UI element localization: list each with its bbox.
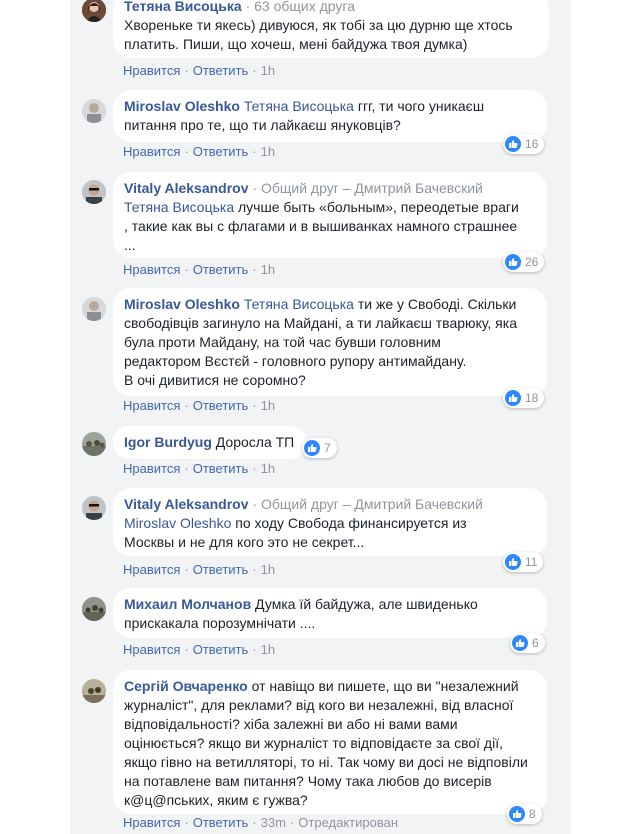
thumbs-up-icon xyxy=(512,635,528,651)
comment-actions xyxy=(123,562,275,578)
like-link[interactable]: Нравится xyxy=(123,562,181,577)
reply-link[interactable]: Ответить xyxy=(192,815,249,830)
timestamp[interactable]: 1h xyxy=(260,642,276,657)
comment-text-line: відповідальності? хіба залежні ви або ні вами вами xyxy=(124,716,458,732)
comment-text-line: питання про те, що ти лайкаєш януковців? xyxy=(124,117,401,133)
comment-bubble xyxy=(113,488,547,556)
comment-author[interactable]: Михаил Молчанов xyxy=(124,596,252,612)
like-count-badge[interactable] xyxy=(503,134,544,154)
like-link[interactable]: Нравится xyxy=(123,398,181,413)
dot: · xyxy=(252,562,257,577)
comment-bubble xyxy=(113,426,307,459)
reply-link[interactable]: Ответить xyxy=(192,63,249,78)
like-count: 8 xyxy=(529,807,536,821)
comment-bubble xyxy=(113,0,549,58)
comment-actions xyxy=(123,642,275,658)
comment-author[interactable]: Miroslav Oleshko xyxy=(124,296,240,312)
edited-label[interactable]: Отредактирован xyxy=(298,815,399,830)
comment-actions xyxy=(123,815,398,831)
thumbs-up-icon xyxy=(505,254,521,270)
timestamp[interactable]: 33m xyxy=(260,815,286,830)
reply-link[interactable]: Ответить xyxy=(192,262,249,277)
comment-bubble xyxy=(113,288,547,396)
thumbs-up-icon xyxy=(505,390,521,406)
dot: · xyxy=(184,461,189,476)
dot: · xyxy=(252,815,257,830)
comment-text: Доросла ТП xyxy=(215,434,295,450)
dot: · xyxy=(252,262,257,277)
dot: · xyxy=(252,398,257,413)
like-link[interactable]: Нравится xyxy=(123,642,181,657)
dot: · xyxy=(289,815,295,830)
comment-author[interactable]: Miroslav Oleshko xyxy=(124,98,240,114)
avatar[interactable] xyxy=(82,99,106,123)
dot: · xyxy=(252,144,257,159)
comment-text-line: свободівців загинуло на Майдані, а ти лайкаєш тварюку, яка xyxy=(124,315,517,331)
mutual-friend-info[interactable]: Общий друг – Дмитрий Бачевский xyxy=(260,180,483,196)
avatar[interactable] xyxy=(82,496,106,520)
like-count-badge[interactable] xyxy=(507,804,542,824)
comment-text-line: на потавлене вам питання? Чому така любов до висерів xyxy=(124,773,492,789)
reply-link[interactable]: Ответить xyxy=(192,461,249,476)
comment-text-line: була проти Майдану, на той час бувши головним xyxy=(124,334,441,350)
dot: · xyxy=(184,398,189,413)
like-count: 7 xyxy=(324,441,331,455)
comment-text-line: Думка їй байдужа, але швиденько xyxy=(251,596,478,612)
meta-separator: · xyxy=(245,0,251,14)
timestamp[interactable]: 1h xyxy=(260,398,276,413)
mention[interactable]: Тетяна Висоцька xyxy=(243,296,354,312)
dot: · xyxy=(252,461,257,476)
timestamp[interactable]: 1h xyxy=(260,562,276,577)
avatar[interactable] xyxy=(82,679,106,703)
like-count: 11 xyxy=(525,555,538,569)
comment-text-line: по ходу Свобода финансируется из xyxy=(231,515,467,531)
comment-author[interactable]: Сергій Овчаренко xyxy=(124,678,248,694)
comment-text-line: ти же у Свободі. Скільки xyxy=(353,296,517,312)
mutual-friends[interactable]: 63 общих друга xyxy=(254,0,356,14)
thumbs-up-icon xyxy=(505,136,521,152)
dot: · xyxy=(184,562,189,577)
thumbs-up-icon xyxy=(304,440,320,456)
reply-link[interactable]: Ответить xyxy=(192,144,249,159)
comment-text-line: оцінюється? якщо ви журналіст то відповідаєте за свої дії, xyxy=(124,735,503,751)
timestamp[interactable]: 1h xyxy=(260,262,276,277)
comment-text-line: от навіщо ви пишете, що ви "незалежний xyxy=(247,678,519,694)
comment-text-line: Хворенькe ти якесь) дивуюся, як тобі за цю дурню ще хтось xyxy=(124,17,513,33)
dot: · xyxy=(252,63,257,78)
comment-bubble xyxy=(113,90,547,142)
comment-author[interactable]: Тетяна Висоцька xyxy=(124,0,242,14)
avatar[interactable] xyxy=(82,432,106,456)
comments-panel xyxy=(70,0,571,834)
dot: · xyxy=(184,262,189,277)
like-link[interactable]: Нравится xyxy=(123,144,181,159)
timestamp[interactable]: 1h xyxy=(260,461,276,476)
avatar[interactable] xyxy=(82,597,106,621)
comment-text-line: ггг, ти чого уникаєш xyxy=(353,98,485,114)
thumbs-up-icon xyxy=(505,554,521,570)
reply-link[interactable]: Ответить xyxy=(192,562,249,577)
reply-link[interactable]: Ответить xyxy=(192,642,249,657)
reply-link[interactable]: Ответить xyxy=(192,398,249,413)
comment-text-line: , такие как вы с флагами и в вышиванках намного страшнее xyxy=(124,218,518,234)
mutual-friend-info[interactable]: Общий друг – Дмитрий Бачевский xyxy=(260,496,483,512)
like-count-badge[interactable] xyxy=(503,252,544,272)
timestamp[interactable]: 1h xyxy=(260,144,276,159)
comment-author[interactable]: Vitaly Aleksandrov xyxy=(124,496,249,512)
like-link[interactable]: Нравится xyxy=(123,461,181,476)
like-count-badge[interactable] xyxy=(503,552,543,572)
comment-actions xyxy=(123,398,275,414)
comment-author[interactable]: Igor Burdyug xyxy=(124,434,212,450)
comment-text-line: к@ц@пських, яким є гужва? xyxy=(124,792,308,808)
mention[interactable]: Тетяна Висоцька xyxy=(124,199,235,215)
like-count: 18 xyxy=(525,391,539,405)
comment-text-line: редактором Вєстєй - головного рупору антимайдану. xyxy=(124,353,467,369)
comment-actions xyxy=(123,144,275,160)
comment-text-line: ... xyxy=(124,237,136,253)
avatar[interactable] xyxy=(82,297,106,321)
meta-separator: · xyxy=(252,180,258,196)
dot: · xyxy=(184,63,189,78)
comment-bubble xyxy=(113,172,547,258)
comment-text-line: прискакала порозумнічати .... xyxy=(124,615,316,631)
comment-text-line: Москвы и не для кого это не секрет... xyxy=(124,534,365,550)
like-count: 16 xyxy=(525,137,539,151)
comment-actions xyxy=(123,63,275,79)
like-link[interactable]: Нравится xyxy=(123,63,181,78)
thumbs-up-icon xyxy=(509,806,525,822)
timestamp[interactable]: 1h xyxy=(260,63,276,78)
dot: · xyxy=(184,642,189,657)
comment-text-line: журналіст", для реклами? від кого ви незалежні, від власної xyxy=(124,697,514,713)
avatar[interactable] xyxy=(82,0,106,22)
comment-actions xyxy=(123,262,275,278)
comment-text-line: якщо гівно на ветилляторі, то ні. Так чому ви досі не відповіли xyxy=(124,754,528,770)
dot: · xyxy=(184,815,189,830)
comment-text-line: лучше быть «больным», переодетые враги xyxy=(234,199,519,215)
meta-separator: · xyxy=(252,496,258,512)
comment-bubble xyxy=(113,670,547,814)
comment-bubble xyxy=(113,588,547,638)
comment-text-line: В очі дивитися не соромно? xyxy=(124,372,306,388)
like-count-badge[interactable] xyxy=(510,633,545,653)
like-link[interactable]: Нравится xyxy=(123,815,181,830)
like-count: 6 xyxy=(532,636,539,650)
comment-text-line: платить. Пиши, що хочеш, мені байдужа твоя думка) xyxy=(124,36,468,52)
mention[interactable]: Тетяна Висоцька xyxy=(243,98,354,114)
comment-author[interactable]: Vitaly Aleksandrov xyxy=(124,180,249,196)
comment-actions xyxy=(123,461,275,477)
like-link[interactable]: Нравится xyxy=(123,262,181,277)
like-count: 26 xyxy=(525,255,539,269)
mention[interactable]: Miroslav Oleshko xyxy=(124,515,232,531)
like-count-badge[interactable] xyxy=(503,388,544,408)
dot: · xyxy=(184,144,189,159)
dot: · xyxy=(252,642,257,657)
avatar[interactable] xyxy=(82,180,106,204)
like-count-badge[interactable] xyxy=(302,438,337,458)
